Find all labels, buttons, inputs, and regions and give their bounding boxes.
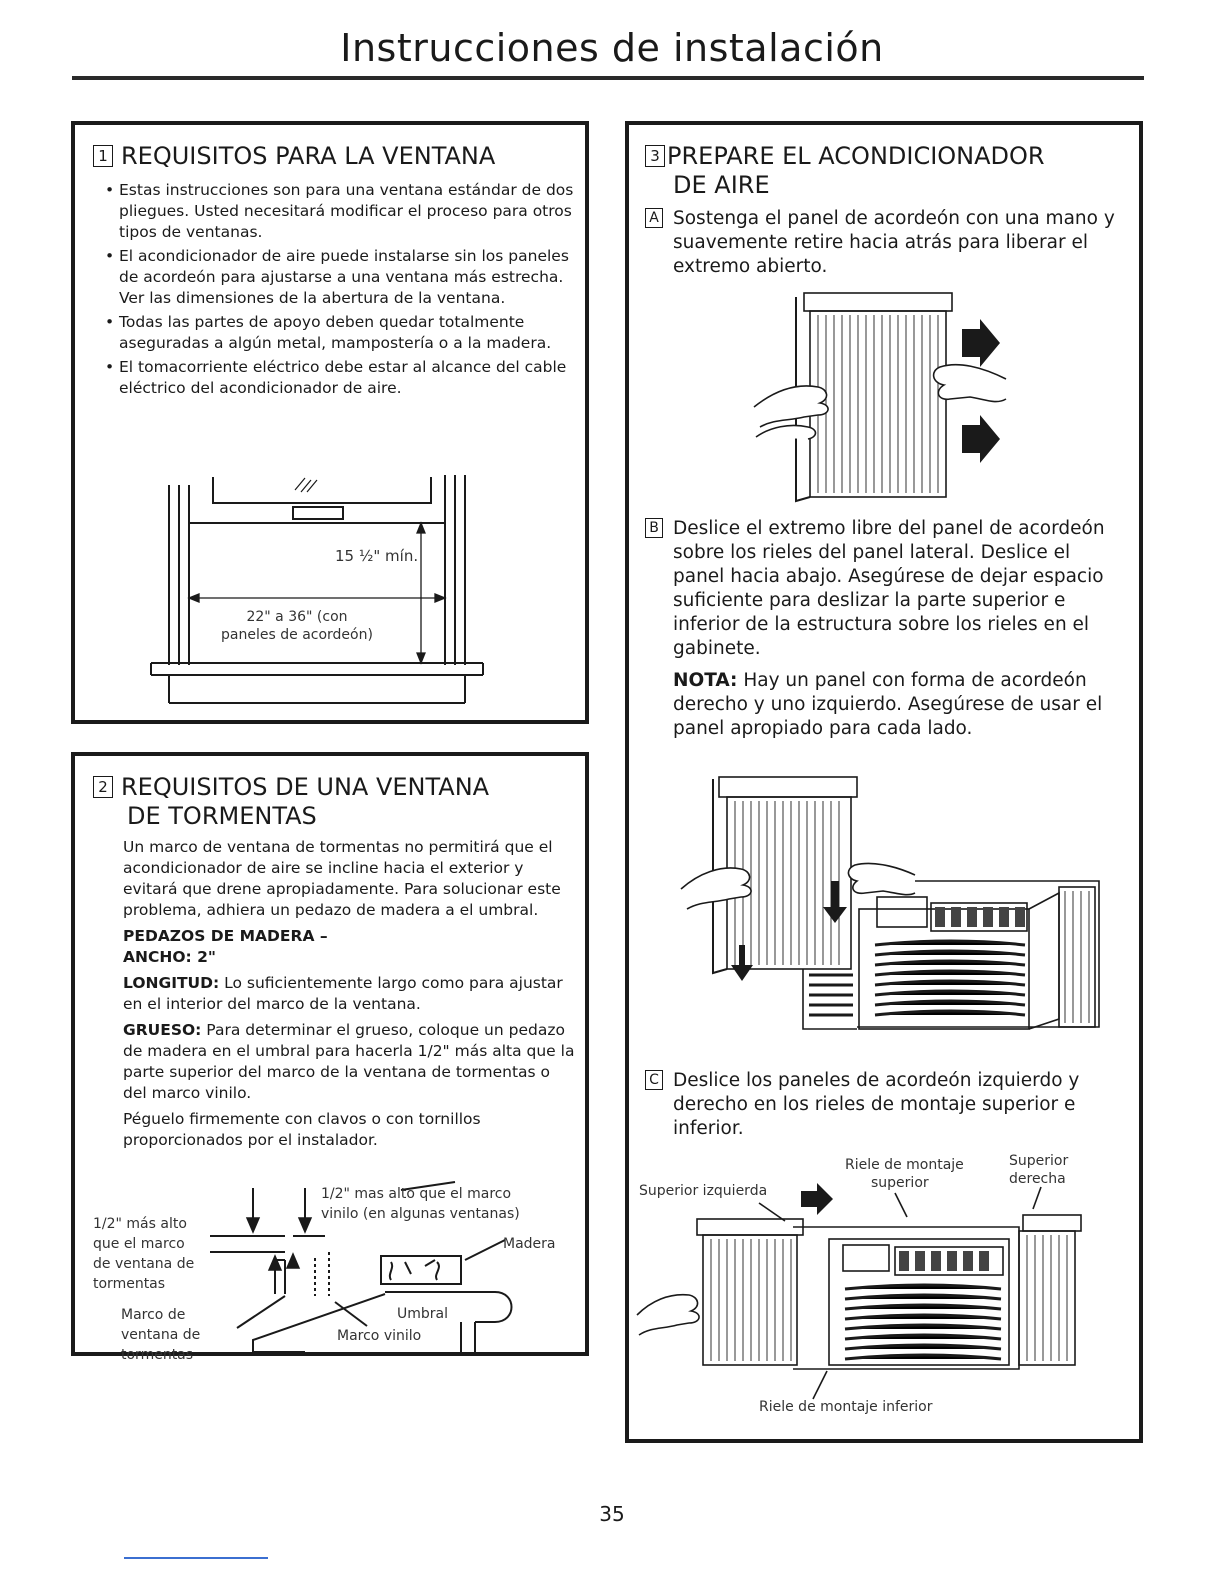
section1-heading [93,142,495,171]
section1-bullets [105,180,575,402]
grueso-paragraph [123,1020,575,1104]
height-dimension-label: 15 ½" mín. [335,547,419,565]
width-dimension-label-1: 22" a 36" (con [246,609,348,625]
unit-controls [935,907,1025,927]
storm-frame-label-3: tormentas [121,1347,194,1363]
section2-heading [93,773,489,831]
bottom-rail-label: Riele de montaje inferior [759,1399,933,1415]
section1-title: REQUISITOS PARA LA VENTANA [121,142,496,170]
step-a-letter: A [645,208,663,228]
width-dimension-label-2: paneles de acordeón) [221,627,373,643]
slide-arrow-icon [801,1183,833,1215]
nota-text: Hay un panel con forma de acordeón derecho y uno izquierdo. Asegúrese de usar el panel apropiado para cada lado. [673,670,1103,739]
section3-heading [645,142,1045,200]
pieces-heading-2: ANCHO: 2" [123,948,216,966]
madera-label: Madera [503,1236,556,1252]
panel-folds [735,801,1089,1023]
footer-line [124,1557,268,1559]
step-c-text: Deslice los paneles de acordeón izquierdo y derecho en los rieles de montaje superior e inferior. [673,1070,1080,1139]
storm-frame-label-2: ventana de [121,1327,201,1343]
window-dimensions-figure [145,465,525,710]
top-rail-label-1: Riele de montaje [845,1157,964,1173]
unit-grille [809,941,1025,1015]
section3-title-line2: DE AIRE [673,171,770,199]
storm-fig-label-left-1: 1/2" más alto [93,1216,187,1232]
pieces-heading-1: PEDAZOS DE MADERA – [123,927,328,945]
umbral-label: Umbral [397,1306,448,1322]
section2-intro: Un marco de ventana de tormentas no permitirá que el acondicionador de aire se incline hacia el exterior y evitará que drene apropiadamente. Para solucionar este problema, adhiera un pedazo de madera a el umbral. [123,838,561,919]
grueso-text: Para determinar el grueso, coloque un pedazo de madera en el umbral para hacerla 1/2" más alta que la parte superior del marco de la ventana de tormentas o del marco vinilo. [123,1021,575,1102]
hand [637,1295,699,1335]
longitud-paragraph [123,973,575,1015]
section1-number: 1 [93,145,113,167]
step-a [645,207,1117,279]
slide-panel-figure [679,769,1119,1069]
section-prepare-ac [625,121,1143,1443]
step-c [645,1069,1117,1141]
storm-fig-label-top-2: vinilo (en algunas ventanas) [321,1206,520,1222]
list-item: • El acondicionador de aire puede instalarse sin los paneles de acordeón para ajustarse a una ventana más estrecha. Ver las dimensiones de la abertura de la ventana. [105,246,575,309]
storm-window-figure [85,1176,580,1363]
nota-paragraph [673,669,1117,741]
nota-label: NOTA: [673,670,738,691]
storm-fig-label-left-3: de ventana de [93,1256,195,1272]
section2-number: 2 [93,776,113,798]
longitud-text: Lo suficientemente largo como para ajustar en el interior del marco de la ventana. [123,974,563,1013]
list-item: • El tomacorriente eléctrico debe estar al alcance del cable eléctrico del acondicionador de aire. [105,357,575,399]
step-b [645,517,1117,741]
section2-title-line1: REQUISITOS DE UNA VENTANA [121,773,490,801]
title-rule [72,76,1144,80]
upper-left-label: Superior izquierda [639,1183,768,1199]
top-rail-label-2: superior [871,1175,929,1191]
step-b-letter: B [645,518,663,538]
hands [681,863,915,909]
section2-body [123,837,575,1156]
storm-frame-label-1: Marco de [121,1307,186,1323]
list-item: • Todas las partes de apoyo deben quedar totalmente aseguradas a algún metal, mampostería o a la madera. [105,312,575,354]
section-window-requirements [71,121,589,724]
upper-right-label-2: derecha [1009,1171,1066,1187]
longitud-label: LONGITUD: [123,974,220,992]
accordion-folds [818,315,938,493]
section3-number: 3 [645,145,665,167]
vinyl-frame-label: Marco vinilo [337,1328,422,1344]
unit-grille [845,1285,1001,1359]
storm-fig-label-left-4: tormentas [93,1276,166,1292]
step-b-text: Deslice el extremo libre del panel de acordeón sobre los rieles del panel lateral. Deslice el panel hacia abajo. Asegúrese de dejar espacio suficiente para deslizar la parte superior e inferior de la estructura sobre los rieles en el gabinete. [673,518,1105,659]
step-a-text: Sostenga el panel de acordeón con una mano y suavemente retire hacia atrás para liberar el extremo abierto. [673,208,1115,277]
section3-title-line1: PREPARE EL ACONDICIONADOR [667,142,1045,170]
section2-title-line2: DE TORMENTAS [127,802,317,830]
section-storm-window [71,752,589,1363]
page-title: Instrucciones de instalación [340,26,884,70]
section2-closing: Péguelo firmemente con clavos o con tornillos proporcionados por el instalador. [123,1110,481,1149]
upper-right-label-1: Superior [1009,1153,1069,1169]
list-item: • Estas instrucciones son para una ventana estándar de dos pliegues. Usted necesitará modificar el proceso para otros tipos de ventanas. [105,180,575,243]
mounting-rails-figure [633,1147,1139,1423]
grueso-label: GRUESO: [123,1021,202,1039]
unit-controls [899,1251,989,1271]
step-c-letter: C [645,1070,663,1090]
storm-fig-label-top-1: 1/2" mas alto que el marco [321,1186,512,1202]
storm-fig-label-left-2: que el marco [93,1236,185,1252]
page-number: 35 [599,1502,625,1526]
accordion-panel-figure [744,287,1014,507]
